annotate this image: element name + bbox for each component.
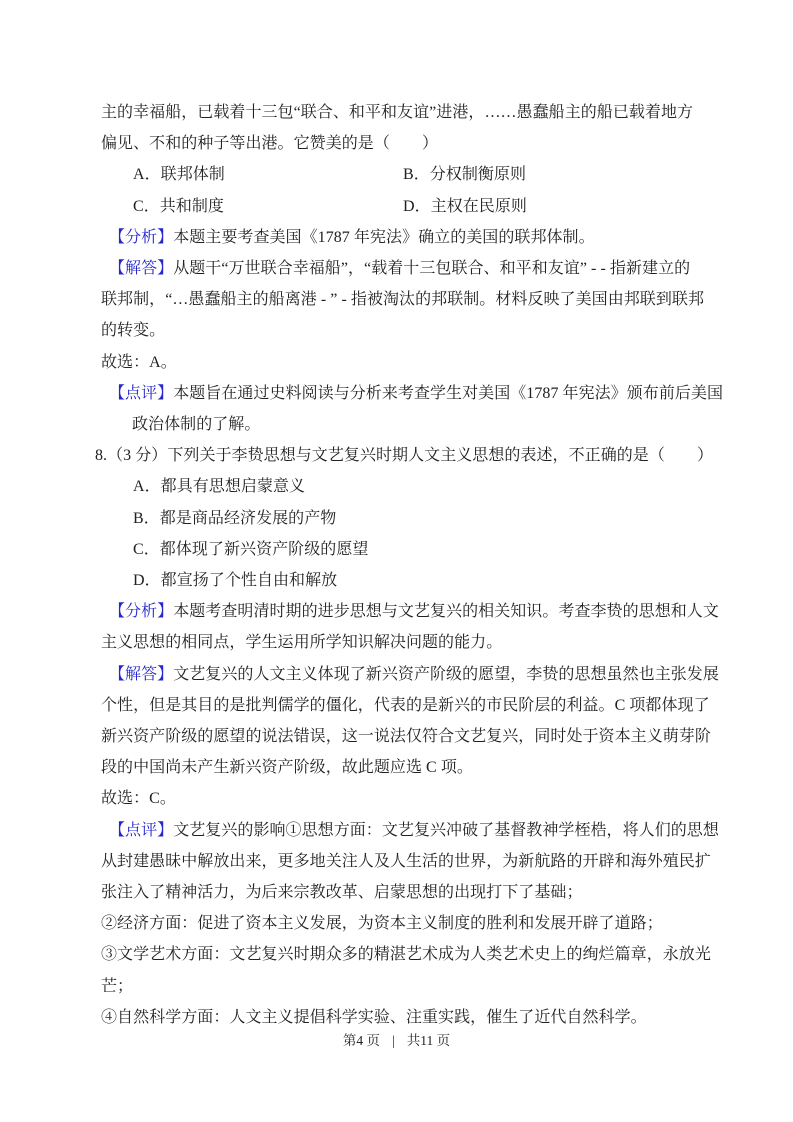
question7-options-row bbox=[0, 159, 793, 190]
document-content bbox=[0, 97, 793, 1033]
question8-comment-line bbox=[0, 846, 793, 877]
line-text-col2: B．分权制衡原则 bbox=[403, 166, 527, 184]
question8-option-b bbox=[0, 503, 793, 534]
section-label: 【解答】 bbox=[109, 260, 174, 278]
line-text: 政治体制的了解。 bbox=[132, 416, 261, 434]
question8-answer-choice bbox=[0, 783, 793, 814]
line-text: 主义思想的相同点，学生运用所学知识解决问题的能力。 bbox=[101, 634, 503, 652]
question8-option-c bbox=[0, 534, 793, 565]
question7-comment-line bbox=[0, 409, 793, 440]
question7-answer-line bbox=[0, 284, 793, 315]
line-text: ③文学艺术方面：文艺复兴时期众多的精湛艺术成为人类艺术史上的绚烂篇章，永放光 bbox=[101, 946, 711, 964]
line-text: 从题干“万世联合幸福船”，“载着十三包联合、和平和友谊” - - 指新建立的 bbox=[173, 260, 691, 278]
line-text: 新兴资产阶级的愿望的说法错误，这一说法仅符合文艺复兴，同时处于资本主义萌芽阶 bbox=[101, 728, 711, 746]
question7-answer-line bbox=[0, 253, 793, 284]
question7-options-row bbox=[0, 191, 793, 222]
line-text: 联邦制，“…愚蠢船主的船离港 - ” - 指被淘汰的邦联制。材料反映了美国由邦联到联邦 bbox=[101, 291, 705, 309]
line-text: 主的幸福船，已载着十三包“联合、和平和友谊”进港，……愚蠢船主的船已载着地方 bbox=[101, 104, 694, 121]
line-text: 从封建愚昧中解放出来，更多地关注人及人生活的世界，为新航路的开辟和海外殖民扩 bbox=[101, 852, 711, 870]
question8-analysis-line bbox=[0, 596, 793, 627]
line-text: C．都体现了新兴资产阶级的愿望 bbox=[133, 540, 369, 558]
footer-page-total: 共11 页 bbox=[406, 1033, 451, 1048]
line-text: 个性，但是其目的是批判儒学的僵化，代表的是新兴的市民阶层的利益。C 项都体现了 bbox=[101, 696, 710, 714]
question8-comment-line bbox=[0, 1002, 793, 1033]
question8-comment-line bbox=[0, 877, 793, 908]
section-label: 【点评】 bbox=[109, 384, 174, 402]
line-text: 段的中国尚未产生新兴资产阶级，故此题应选 C 项。 bbox=[101, 759, 473, 777]
question8-comment-line bbox=[0, 908, 793, 939]
question8-option-a bbox=[0, 471, 793, 502]
footer-page-current: 第4 页 bbox=[342, 1033, 381, 1048]
question7-stem-line bbox=[0, 128, 793, 159]
question7-comment-line bbox=[0, 378, 793, 409]
question8-answer-line bbox=[0, 752, 793, 783]
line-text: ②经济方面：促进了资本主义发展，为资本主义制度的胜利和发展开辟了道路； bbox=[101, 915, 663, 933]
line-text: ④自然科学方面：人文主义提倡科学实验、注重实践，催生了近代自然科学。 bbox=[101, 1008, 647, 1026]
line-text: 本题旨在通过史料阅读与分析来考查学生对美国《1787 年宪法》颁布前后美国 bbox=[173, 384, 724, 402]
line-text: 8.（3 分）下列关于李贽思想与文艺复兴时期人文主义思想的表述，不正确的是（ ） bbox=[95, 447, 714, 465]
line-text: 故选：C。 bbox=[101, 790, 176, 808]
section-label: 【分析】 bbox=[109, 228, 174, 246]
section-label: 【点评】 bbox=[109, 821, 174, 839]
section-label: 【分析】 bbox=[109, 603, 174, 621]
line-text: D．都宣扬了个性自由和解放 bbox=[133, 572, 338, 590]
line-text: C．共和制度 bbox=[133, 197, 224, 215]
line-text: 文艺复兴的影响①思想方面：文艺复兴冲破了基督教神学桎梏，将人们的思想 bbox=[173, 821, 719, 839]
line-text: 故选：A。 bbox=[101, 353, 177, 371]
line-text: A．联邦体制 bbox=[133, 166, 225, 184]
line-text: 本题主要考查美国《1787 年宪法》确立的美国的联邦体制。 bbox=[173, 228, 595, 246]
line-text: A．都具有思想启蒙意义 bbox=[133, 478, 306, 496]
question7-answer-line bbox=[0, 315, 793, 346]
line-text: 本题考查明清时期的进步思想与文艺复兴的相关知识。考查李贽的思想和人文 bbox=[173, 603, 719, 621]
question8-analysis-line bbox=[0, 627, 793, 658]
question8-answer-line bbox=[0, 721, 793, 752]
question7-answer-choice bbox=[0, 347, 793, 378]
page-footer bbox=[0, 1031, 793, 1051]
line-text: 张注入了精神活力，为后来宗教改革、启蒙思想的出现打下了基础； bbox=[101, 884, 583, 902]
line-text: 偏见、不和的种子等出港。它赞美的是（ ） bbox=[101, 135, 439, 153]
line-text: 芒； bbox=[101, 977, 134, 995]
line-text: 文艺复兴的人文主义体现了新兴资产阶级的愿望，李贽的思想虽然也主张发展 bbox=[173, 665, 719, 683]
question8-answer-line bbox=[0, 690, 793, 721]
question8-option-d bbox=[0, 565, 793, 596]
question8-comment-line bbox=[0, 815, 793, 846]
line-text: B．都是商品经济发展的产物 bbox=[133, 509, 337, 527]
line-text-col2: D．主权在民原则 bbox=[403, 197, 527, 215]
question7-stem-line bbox=[0, 97, 793, 128]
question8-answer-line bbox=[0, 659, 793, 690]
line-text: 的转变。 bbox=[101, 322, 166, 340]
question8-comment-line bbox=[0, 939, 793, 970]
question8-comment-line bbox=[0, 971, 793, 1002]
footer-separator: | bbox=[392, 1033, 395, 1048]
section-label: 【解答】 bbox=[109, 665, 174, 683]
question7-analysis-line bbox=[0, 222, 793, 253]
question8-stem-line bbox=[0, 440, 793, 471]
